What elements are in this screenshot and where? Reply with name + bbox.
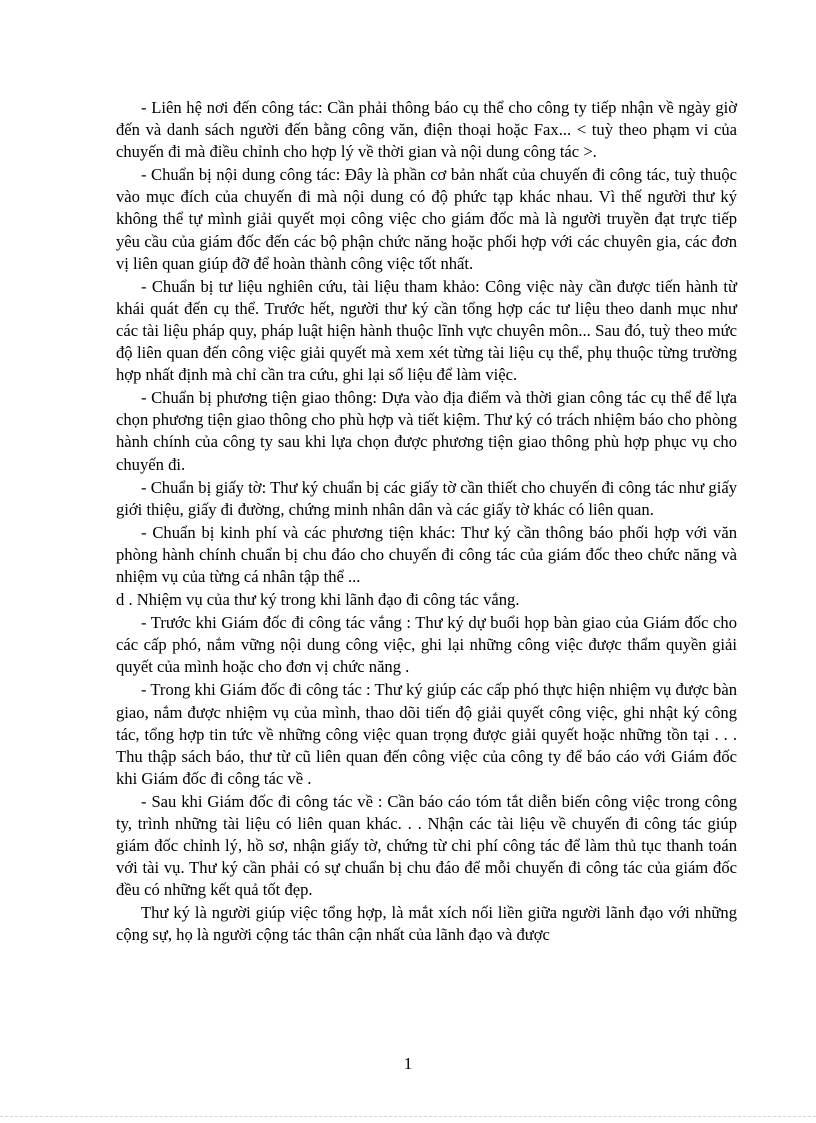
paragraph-tu-lieu: - Chuẩn bị tư liệu nghiên cứu, tài liệu tham khảo: Công việc này cần được tiến hành từ khái quát đến cụ thể. Trước hết, người thư ký cần tổng hợp các tư liệu theo danh mục như các tài liệu pháp quy, pháp luật hiện hành thuộc lĩnh vực chuyên môn... Sau đó, tuỳ theo mức độ liên quan đến công việc giải quyết mà xem xét từng tài liệu cụ thể, phụ thuộc từng trường hợp nhất định mà chỉ cần tra cứu, ghi lại số liệu để làm việc. — [116, 276, 737, 385]
paragraph-noi-dung-cong-tac: - Chuẩn bị nội dung công tác: Đây là phần cơ bản nhất của chuyến đi công tác, tuỳ thuộc vào mục đích của chuyến đi mà nội dung có độ phức tạp khác nhau. Vì thế người thư ký không thể tự mình giải quyết mọi công việc cho giám đốc mà là người truyền đạt trực tiếp yêu cầu của giám đốc đến các bộ phận chức năng hoặc phối hợp với các chuyên gia, các đơn vị liên quan giúp đỡ để hoàn thành công việc tốt nhất. — [116, 165, 737, 273]
paragraph-kinh-phi: - Chuẩn bị kinh phí và các phương tiện khác: Thư ký cần thông báo phối hợp với văn phòng hành chính chuẩn bị chu đáo cho chuyến đi công tác của giám đốc theo chức năng và nhiệm vụ của từng cá nhân tập thể ... — [116, 522, 737, 586]
paragraph-thu-ky-la: Thư ký là người giúp việc tổng hợp, là mắt xích nối liền giữa người lãnh đạo với những cộng sự, họ là người cộng tác thân cận nhất của lãnh đạo và được — [116, 903, 737, 945]
document-body — [116, 97, 737, 948]
paragraph-phuong-tien: - Chuẩn bị phương tiện giao thông: Dựa vào địa điểm và thời gian công tác cụ thể để lựa chọn phương tiện giao thông cho phù hợp và tiết kiệm. Thư ký có trách nhiệm báo cho phòng hành chính của công ty sau khi lựa chọn được phương tiện giao thông phù hợp phục vụ cho chuyến đi. — [116, 388, 737, 474]
paragraph-trong-khi: - Trong khi Giám đốc đi công tác : Thư ký giúp các cấp phó thực hiện nhiệm vụ được bàn giao, nắm được nhiệm vụ của mình, thao dõi tiến độ giải quyết công việc, ghi nhật ký công tác, tổng hợp tin tức về những công việc quan trọng được giải quyết hoặc những tồn tại . . . Thu thập sách báo, thư từ cũ liên quan đến công việc của công ty để báo cáo với Giám đốc khi Giám đốc đi công tác về . — [116, 680, 737, 788]
page-number: 1 — [403, 1054, 413, 1073]
paragraph-sau-khi: - Sau khi Giám đốc đi công tác về : Cần báo cáo tóm tắt diễn biến công việc trong công ty, trình những tài liệu có liên quan khác. . . Nhận các tài liệu về chuyến đi công tác giúp giám đốc chỉnh lý, hồ sơ, nhận giấy tờ, chứng từ chi phí công tác để làm thủ tục thanh toán với tài vụ. Thư ký cần phải có sự chuẩn bị chu đáo để mỗi chuyến đi công tác của giám đốc đều có những kết quả tốt đẹp. — [116, 791, 737, 900]
paragraph-giay-to: - Chuẩn bị giấy tờ: Thư ký chuẩn bị các giấy tờ cần thiết cho chuyến đi công tác như giấy giới thiệu, giấy đi đường, chứng minh nhân dân và các giấy tờ khác có liên quan. — [116, 477, 737, 519]
section-heading-d: d . Nhiệm vụ của thư ký trong khi lãnh đạo đi công tác vắng. — [116, 590, 520, 610]
paragraph-truoc-khi: - Trước khi Giám đốc đi công tác vắng : Thư ký dự buổi họp bàn giao của Giám đốc cho các cấp phó, nắm vững nội dung công việc, ghi lại những công việc được thẩm quyền giải quyết của mình hoặc cho đơn vị chức năng . — [116, 613, 737, 677]
paragraph-lien-he: - Liên hệ nơi đến công tác: Cần phải thông báo cụ thể cho công ty tiếp nhận về ngày giờ đến và danh sách người đến bằng công văn, điện thoại hoặc Fax... < tuỳ theo phạm vi của chuyến đi mà điều chỉnh cho hợp lý về thời gian và nội dung công tác >. — [116, 98, 737, 162]
page-bottom-divider — [0, 1116, 816, 1117]
